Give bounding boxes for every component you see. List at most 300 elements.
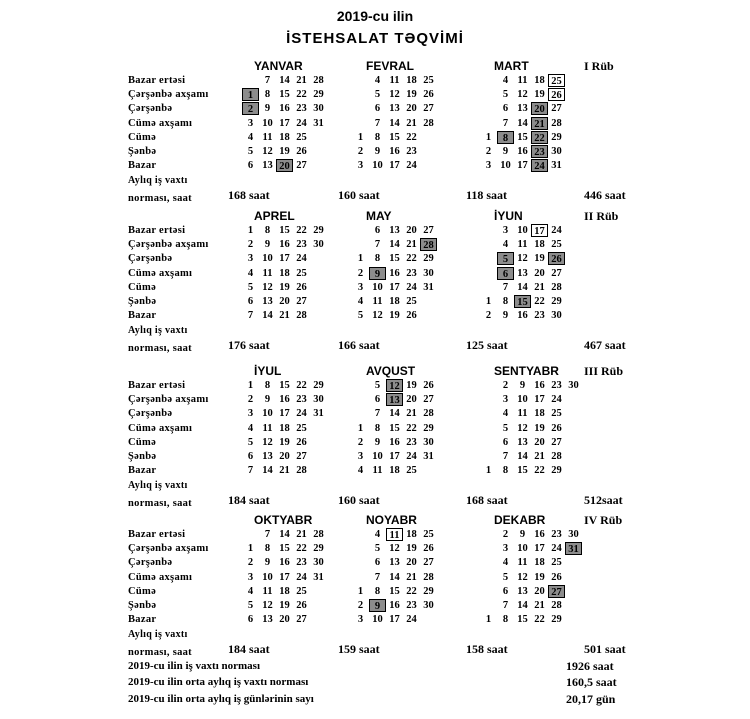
calendar-day: 3: [502, 543, 509, 555]
month-name: İYUN: [494, 209, 523, 223]
weekday-label: Cümə: [128, 585, 157, 597]
calendar-day: 4: [357, 465, 364, 477]
calendar-day: 3: [502, 225, 509, 236]
calendar-day: 17: [279, 117, 290, 129]
calendar-day: 10: [517, 394, 528, 406]
month-work-hours: 184 saat: [228, 642, 270, 656]
calendar-day: 30: [313, 394, 324, 406]
calendar-day: 20: [279, 296, 290, 307]
calendar-day: 10: [500, 160, 511, 172]
calendar-day: 28: [551, 117, 562, 129]
calendar-day: 21: [406, 117, 417, 129]
calendar-day: 25: [406, 465, 417, 477]
calendar-day-holiday: 12: [386, 379, 403, 392]
calendar-day-holiday: 1: [242, 88, 259, 101]
month-name: MAY: [366, 209, 392, 223]
calendar-day: 7: [374, 239, 381, 251]
calendar-day: 25: [296, 422, 307, 434]
calendar-day: 20: [534, 267, 545, 279]
calendar-day: 30: [551, 146, 562, 157]
month-work-hours: 168 saat: [466, 493, 508, 507]
calendar-day: 31: [423, 281, 434, 293]
weekday-label: Çərşənbə axşamı: [128, 89, 209, 101]
norm-label-line2: norması, saat: [128, 647, 192, 658]
calendar-day: 8: [264, 89, 271, 101]
calendar-day: 24: [406, 281, 417, 293]
calendar-day: 22: [296, 225, 307, 236]
calendar-day: 8: [374, 131, 381, 143]
quarter-label: I Rüb: [584, 59, 614, 73]
weekday-label: Cümə axşamı: [128, 267, 193, 279]
calendar-day-holiday: 26: [548, 252, 565, 265]
month-work-hours: 176 saat: [228, 338, 270, 352]
calendar-day: 7: [502, 281, 509, 293]
calendar-day: 13: [517, 103, 528, 115]
calendar-day: 31: [313, 117, 324, 129]
calendar-day: 6: [502, 103, 509, 115]
calendar-day: 13: [517, 585, 528, 597]
calendar-day: 24: [551, 225, 562, 236]
calendar-day: 19: [406, 380, 417, 391]
calendar-day: 19: [279, 600, 290, 611]
calendar-day: 15: [279, 89, 290, 101]
calendar-day: 18: [279, 422, 290, 434]
calendar-day: 18: [534, 239, 545, 251]
calendar-day: 15: [517, 131, 528, 143]
calendar-day: 22: [296, 89, 307, 101]
calendar-day: 20: [406, 557, 417, 569]
calendar-day: 5: [374, 380, 381, 391]
calendar-day: 8: [374, 253, 381, 265]
calendar-day: 13: [517, 436, 528, 448]
calendar-day: 14: [389, 117, 400, 129]
calendar-day: 11: [372, 465, 383, 477]
calendar-day: 17: [389, 160, 400, 172]
calendar-day: 14: [389, 571, 400, 583]
calendar-day: 25: [551, 408, 562, 420]
calendar-day: 15: [389, 422, 400, 434]
calendar-day: 11: [262, 267, 273, 279]
calendar-day: 26: [296, 600, 307, 611]
calendar-day: 26: [551, 571, 562, 583]
calendar-day: 29: [551, 296, 562, 307]
calendar-day: 10: [262, 408, 273, 420]
calendar-day: 22: [406, 585, 417, 597]
calendar-day: 21: [406, 408, 417, 420]
calendar-day: 18: [534, 75, 545, 86]
calendar-day: 29: [423, 422, 434, 434]
calendar-day: 27: [423, 225, 434, 236]
weekday-label: Çərşənbə axşamı: [128, 543, 209, 555]
calendar-day: 30: [423, 600, 434, 611]
calendar-day: 27: [296, 451, 307, 462]
calendar-day: 3: [247, 408, 254, 420]
calendar-day: 29: [551, 131, 562, 143]
calendar-day: 28: [296, 310, 307, 322]
calendar-day: 19: [406, 543, 417, 555]
calendar-day: 4: [502, 557, 509, 569]
calendar-day: 15: [389, 131, 400, 143]
calendar-day: 18: [389, 465, 400, 477]
calendar-day: 14: [279, 529, 290, 540]
calendar-day: 6: [374, 557, 381, 569]
calendar-day: 30: [313, 103, 324, 115]
calendar-day: 9: [374, 146, 381, 157]
calendar-day: 1: [247, 225, 254, 236]
calendar-day: 23: [406, 146, 417, 157]
calendar-day: 30: [551, 310, 562, 322]
calendar-day: 16: [517, 146, 528, 157]
calendar-day: 7: [502, 117, 509, 129]
calendar-day: 1: [357, 585, 364, 597]
calendar-day: 16: [389, 146, 400, 157]
calendar-day: 4: [247, 267, 254, 279]
calendar-day: 5: [357, 310, 364, 322]
calendar-day: 16: [279, 394, 290, 406]
calendar-day: 19: [389, 310, 400, 322]
calendar-day-holiday: 20: [276, 159, 293, 172]
calendar-day-short: 11: [386, 528, 403, 541]
calendar-day: 12: [517, 89, 528, 101]
calendar-day: 20: [279, 614, 290, 626]
calendar-day-holiday: 9: [369, 599, 386, 612]
calendar-day: 3: [357, 160, 364, 172]
calendar-day: 15: [389, 585, 400, 597]
calendar-day: 23: [406, 267, 417, 279]
norm-label-line2: norması, saat: [128, 498, 192, 509]
calendar-day: 10: [372, 614, 383, 626]
calendar-day-holiday: 5: [497, 252, 514, 265]
calendar-day: 13: [517, 267, 528, 279]
calendar-day: 14: [517, 117, 528, 129]
calendar-day-short: 17: [531, 224, 548, 237]
summary-value-annual-norm: 1926 saat: [566, 659, 614, 673]
calendar-day: 2: [357, 436, 364, 448]
calendar-day: 22: [406, 253, 417, 265]
calendar-day: 7: [502, 451, 509, 462]
calendar-day: 24: [406, 451, 417, 462]
calendar-day: 23: [534, 310, 545, 322]
weekday-label: Cümə axşamı: [128, 422, 193, 434]
month-work-hours: 166 saat: [338, 338, 380, 352]
calendar-day: 5: [247, 600, 254, 611]
calendar-main-title: İSTEHSALAT TƏQVİMİ: [286, 30, 464, 47]
calendar-day: 24: [296, 117, 307, 129]
calendar-day: 7: [374, 571, 381, 583]
calendar-day: 18: [389, 296, 400, 307]
calendar-day-holiday: 8: [497, 131, 514, 144]
calendar-day: 22: [534, 614, 545, 626]
calendar-day: 29: [313, 89, 324, 101]
calendar-day: 26: [423, 89, 434, 101]
calendar-day: 7: [374, 117, 381, 129]
calendar-day: 22: [296, 380, 307, 391]
calendar-day: 18: [279, 267, 290, 279]
calendar-day: 31: [313, 571, 324, 583]
calendar-day: 4: [247, 422, 254, 434]
calendar-day: 6: [374, 394, 381, 406]
calendar-day: 14: [517, 451, 528, 462]
calendar-day: 23: [406, 600, 417, 611]
calendar-day: 11: [517, 408, 528, 420]
calendar-day: 5: [502, 89, 509, 101]
calendar-day: 9: [519, 380, 526, 391]
weekday-label: Bazar: [128, 160, 157, 172]
calendar-day: 14: [262, 465, 273, 477]
weekday-label: Şənbə: [128, 451, 157, 462]
month-name: İYUL: [254, 364, 282, 378]
calendar-day: 15: [279, 543, 290, 555]
calendar-day: 11: [262, 131, 273, 143]
calendar-day: 28: [551, 281, 562, 293]
calendar-day: 18: [406, 529, 417, 540]
calendar-day: 10: [517, 225, 528, 236]
calendar-day: 16: [389, 600, 400, 611]
calendar-day: 14: [389, 408, 400, 420]
calendar-day: 9: [502, 310, 509, 322]
calendar-day: 25: [423, 75, 434, 86]
calendar-year-title: 2019-cu ilin: [336, 8, 414, 24]
calendar-day: 29: [313, 543, 324, 555]
quarter-total-hours: 446 saat: [584, 188, 626, 202]
calendar-day: 10: [517, 543, 528, 555]
calendar-day: 24: [296, 253, 307, 265]
calendar-day: 21: [279, 465, 290, 477]
calendar-day: 6: [502, 585, 509, 597]
calendar-day: 10: [372, 451, 383, 462]
calendar-day: 17: [279, 408, 290, 420]
norm-label-line2: norması, saat: [128, 193, 192, 204]
calendar-day: 20: [406, 394, 417, 406]
calendar-day: 27: [551, 436, 562, 448]
norm-label-line1: Aylıq iş vaxtı: [128, 325, 188, 336]
quarter-total-hours: 512saat: [584, 493, 623, 507]
month-name: OKTYABR: [254, 513, 313, 527]
calendar-day: 3: [502, 394, 509, 406]
calendar-day: 26: [423, 543, 434, 555]
calendar-day: 13: [262, 451, 273, 462]
calendar-day-holiday: 23: [531, 145, 548, 158]
calendar-day: 3: [247, 571, 254, 583]
calendar-day: 11: [517, 75, 528, 86]
calendar-day: 5: [502, 422, 509, 434]
calendar-day: 19: [534, 571, 545, 583]
weekday-label: Bazar ertəsi: [128, 380, 186, 391]
calendar-day: 23: [296, 103, 307, 115]
calendar-day-holiday: 27: [548, 585, 565, 598]
calendar-day: 26: [296, 146, 307, 157]
calendar-day: 12: [389, 89, 400, 101]
calendar-day: 16: [534, 529, 545, 540]
weekday-label: Şənbə: [128, 146, 157, 157]
month-name: DEKABR: [494, 513, 546, 527]
calendar-day: 4: [374, 529, 381, 540]
calendar-day: 27: [423, 394, 434, 406]
calendar-day: 24: [296, 408, 307, 420]
calendar-day: 2: [357, 600, 364, 611]
calendar-day: 17: [279, 571, 290, 583]
calendar-day: 11: [517, 557, 528, 569]
weekday-label: Bazar: [128, 465, 157, 477]
calendar-day: 11: [389, 75, 400, 86]
calendar-day: 27: [423, 103, 434, 115]
calendar-day: 10: [262, 253, 273, 265]
calendar-day: 1: [485, 614, 492, 626]
month-name: SENTYABR: [494, 364, 559, 378]
calendar-day: 12: [389, 543, 400, 555]
calendar-day: 6: [247, 160, 254, 172]
calendar-day: 30: [313, 557, 324, 569]
calendar-day: 30: [568, 380, 579, 391]
calendar-day: 12: [262, 281, 273, 293]
calendar-day: 14: [262, 310, 273, 322]
weekday-label: Bazar: [128, 310, 157, 322]
calendar-day: 17: [279, 253, 290, 265]
calendar-day: 24: [296, 571, 307, 583]
calendar-day: 17: [517, 160, 528, 172]
calendar-day: 27: [296, 614, 307, 626]
calendar-day-short: 26: [548, 88, 565, 101]
norm-label-line1: Aylıq iş vaxtı: [128, 175, 188, 186]
calendar-day: 11: [517, 239, 528, 251]
calendar-day: 25: [423, 529, 434, 540]
calendar-day: 16: [389, 267, 400, 279]
calendar-day: 21: [279, 310, 290, 322]
quarter-label: IV Rüb: [584, 513, 623, 527]
calendar-day: 8: [502, 296, 509, 307]
calendar-day: 1: [357, 422, 364, 434]
calendar-day: 28: [423, 117, 434, 129]
calendar-day: 22: [406, 422, 417, 434]
calendar-day: 20: [406, 103, 417, 115]
weekday-label: Çərşənbə: [128, 557, 173, 569]
calendar-day: 12: [262, 436, 273, 448]
calendar-day: 30: [313, 239, 324, 251]
calendar-day: 15: [279, 380, 290, 391]
calendar-day: 19: [279, 436, 290, 448]
calendar-day: 4: [374, 75, 381, 86]
calendar-day: 21: [296, 75, 307, 86]
norm-label-line1: Aylıq iş vaxtı: [128, 629, 188, 640]
calendar-day: 18: [534, 557, 545, 569]
calendar-day: 12: [517, 422, 528, 434]
calendar-day: 19: [534, 89, 545, 101]
month-work-hours: 159 saat: [338, 642, 380, 656]
calendar-day: 26: [423, 380, 434, 391]
calendar-day: 29: [313, 225, 324, 236]
calendar-day: 11: [262, 585, 273, 597]
calendar-day: 8: [502, 465, 509, 477]
calendar-day: 17: [389, 451, 400, 462]
calendar-day-holiday: 6: [497, 267, 514, 280]
calendar-day: 19: [279, 281, 290, 293]
calendar-day: 22: [534, 465, 545, 477]
calendar-day: 8: [264, 225, 271, 236]
weekday-label: Cümə axşamı: [128, 571, 193, 583]
calendar-day: 4: [502, 75, 509, 86]
calendar-day: 6: [247, 296, 254, 307]
calendar-day: 19: [279, 146, 290, 157]
calendar-day: 6: [247, 451, 254, 462]
month-work-hours: 184 saat: [228, 493, 270, 507]
calendar-day: 4: [247, 131, 254, 143]
weekday-label: Cümə axşamı: [128, 117, 193, 129]
calendar-day: 1: [485, 131, 492, 143]
calendar-day: 5: [247, 146, 254, 157]
norm-label-line1: Aylıq iş vaxtı: [128, 480, 188, 491]
calendar-day: 6: [502, 436, 509, 448]
weekday-label: Bazar ertəsi: [128, 75, 186, 86]
calendar-day: 12: [262, 600, 273, 611]
calendar-day: 5: [247, 281, 254, 293]
calendar-day: 13: [389, 557, 400, 569]
calendar-day: 2: [485, 146, 492, 157]
calendar-day: 7: [247, 465, 254, 477]
calendar-day-holiday: 13: [386, 393, 403, 406]
calendar-day: 9: [264, 394, 271, 406]
calendar-day: 20: [534, 436, 545, 448]
calendar-day: 1: [247, 543, 254, 555]
calendar-day: 27: [551, 103, 562, 115]
calendar-day: 26: [296, 436, 307, 448]
calendar-day: 18: [534, 408, 545, 420]
calendar-day: 4: [247, 585, 254, 597]
calendar-day: 27: [296, 160, 307, 172]
calendar-day: 18: [279, 131, 290, 143]
calendar-day: 12: [372, 310, 383, 322]
calendar-day: 19: [406, 89, 417, 101]
calendar-day: 31: [551, 160, 562, 172]
weekday-label: Çərşənbə: [128, 103, 173, 115]
summary-value-monthly-avg-days: 20,17 gün: [566, 692, 616, 706]
calendar-day: 25: [296, 131, 307, 143]
calendar-day: 28: [551, 451, 562, 462]
summary-label-monthly-avg-norm: 2019-cu ilin orta aylıq iş vaxtı norması: [128, 676, 309, 688]
calendar-day: 9: [264, 103, 271, 115]
calendar-day: 2: [247, 239, 254, 251]
calendar-day: 22: [534, 296, 545, 307]
calendar-day-holiday: 28: [420, 238, 437, 251]
calendar-day: 24: [551, 394, 562, 406]
calendar-day: 8: [374, 585, 381, 597]
calendar-day-holiday: 31: [565, 542, 582, 555]
calendar-day-holiday: 20: [531, 102, 548, 115]
calendar-day: 17: [534, 543, 545, 555]
calendar-day: 18: [406, 75, 417, 86]
month-name: MART: [494, 59, 529, 73]
calendar-day: 29: [551, 465, 562, 477]
weekday-label: Çərşənbə axşamı: [128, 239, 209, 251]
calendar-day-holiday: 21: [531, 117, 548, 130]
calendar-day: 14: [279, 75, 290, 86]
calendar-day: 1: [357, 131, 364, 143]
calendar-day: 21: [406, 571, 417, 583]
month-work-hours: 118 saat: [466, 188, 508, 202]
month-name: YANVAR: [254, 59, 303, 73]
calendar-day: 7: [374, 408, 381, 420]
calendar-day-holiday: 2: [242, 102, 259, 115]
calendar-day: 12: [517, 253, 528, 265]
calendar-day: 23: [551, 380, 562, 391]
calendar-day: 1: [247, 380, 254, 391]
calendar-day: 7: [264, 75, 271, 86]
calendar-day: 28: [296, 465, 307, 477]
month-work-hours: 168 saat: [228, 188, 270, 202]
quarter-label: III Rüb: [584, 364, 624, 378]
weekday-label: Bazar ertəsi: [128, 225, 186, 236]
calendar-day: 10: [372, 281, 383, 293]
calendar-day: 29: [423, 585, 434, 597]
